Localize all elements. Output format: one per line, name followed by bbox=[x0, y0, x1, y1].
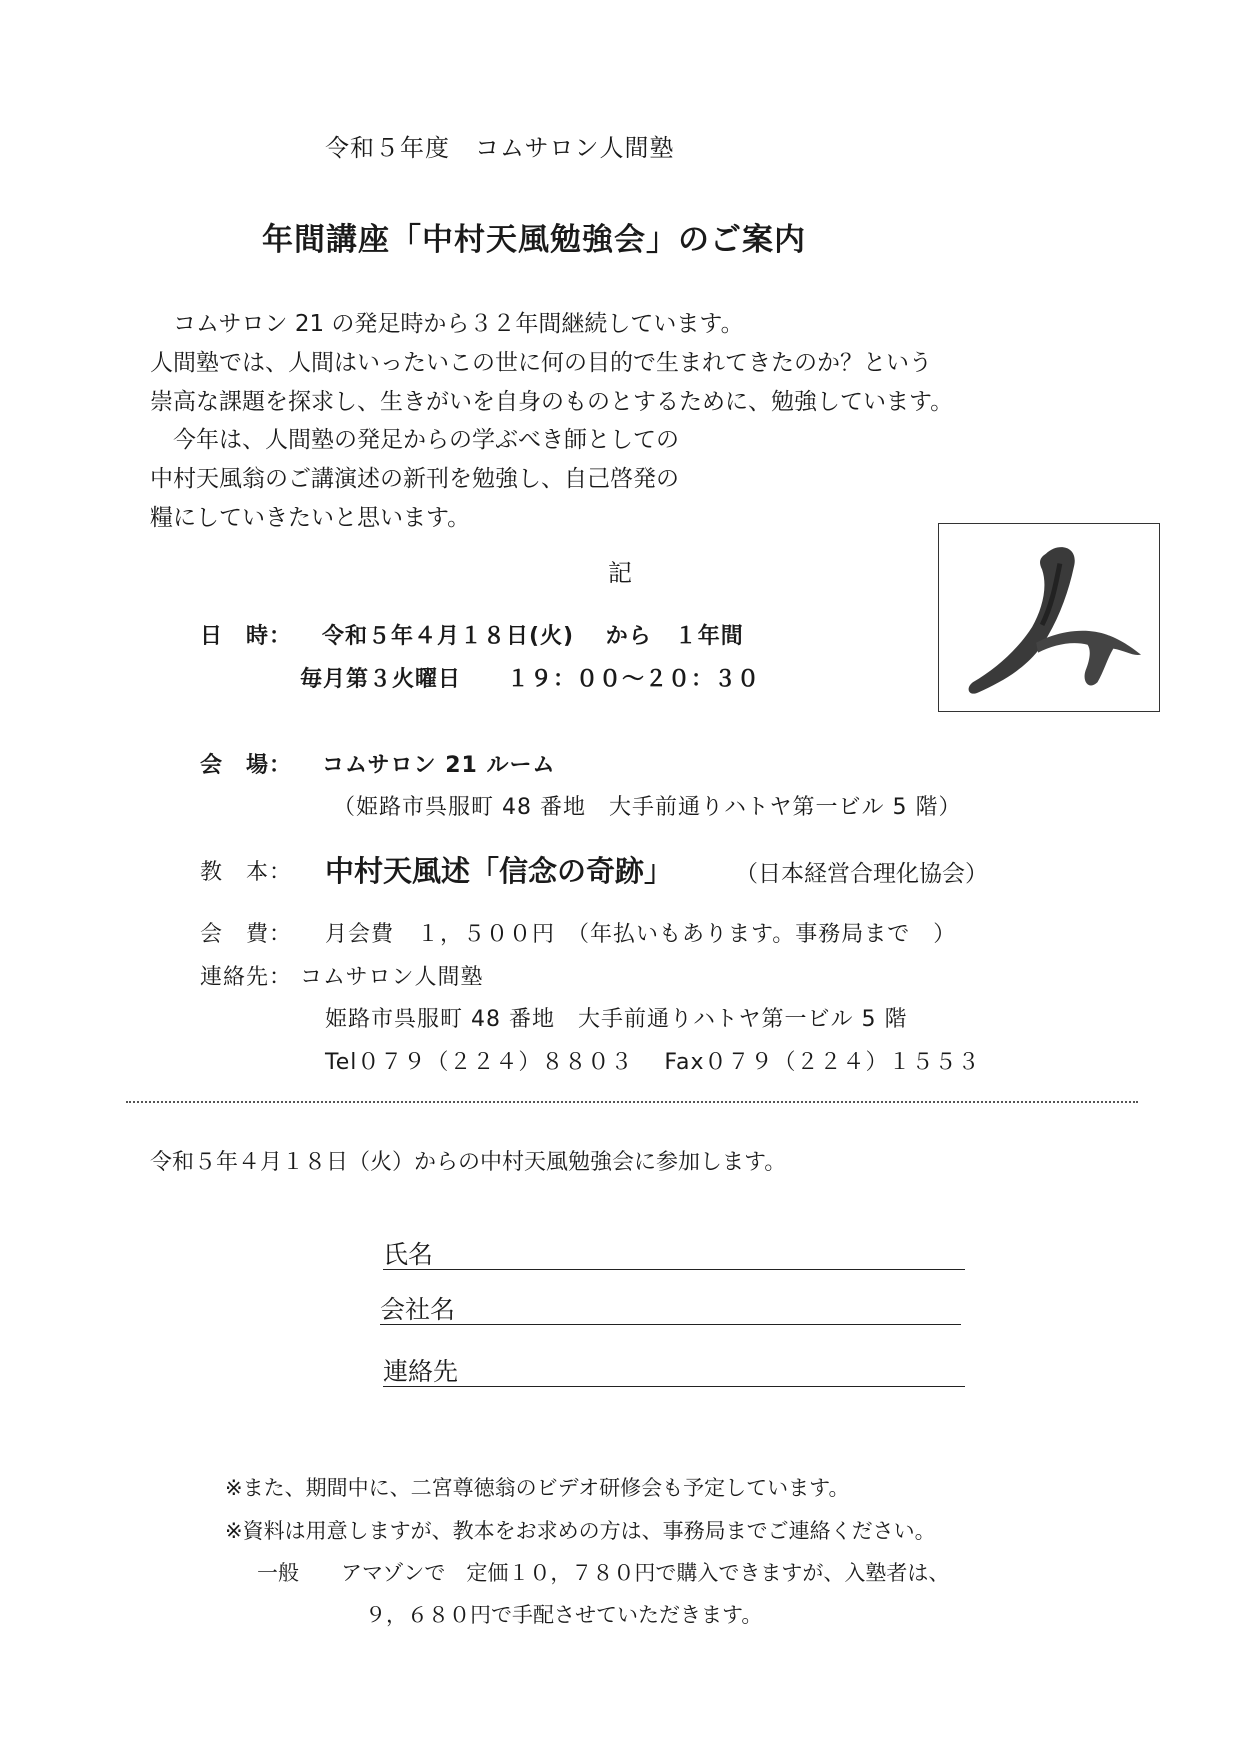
calligraphy-hito-image bbox=[939, 524, 1159, 711]
intro-line: 糧にしていきたいと思います。 bbox=[150, 504, 471, 531]
fee-value: 月会費 １，５００円 （年払いもあります。事務局まで ） bbox=[325, 922, 957, 947]
page-title: 年間講座「中村天風勉強会」のご案内 bbox=[262, 222, 806, 258]
note-line: ※また、期間中に、二宮尊徳翁のビデオ研修会も予定しています。 bbox=[225, 1476, 850, 1500]
contact-address: 姫路市呉服町 48 番地 大手前通りハトヤ第一ビル 5 階 bbox=[325, 1007, 908, 1032]
contact-label: 連絡先： bbox=[200, 965, 293, 990]
intro-line: 人間塾では、人間はいったいこの世に何の目的で生まれてきたのか？という bbox=[150, 349, 932, 376]
contact-phone: Tel０７９（２２４）８８０３ Fax０７９（２２４）１５５３ bbox=[325, 1050, 981, 1075]
intro-paragraph bbox=[150, 305, 953, 538]
datetime-value: 令和５年４月１８日(火) から １年間 bbox=[322, 624, 744, 649]
venue-name: コムサロン 21 ルーム bbox=[322, 753, 556, 778]
note-line: ９，６８０円で手配させていただきます。 bbox=[365, 1603, 763, 1627]
fee-label: 会 費： bbox=[200, 922, 293, 947]
contact-field-label: 連絡先 bbox=[383, 1357, 459, 1386]
cut-line bbox=[126, 1101, 1138, 1103]
contact-name: コムサロン人間塾 bbox=[300, 965, 484, 990]
intro-line: 今年は、人間塾の発足からの学ぶべき師としての bbox=[150, 427, 679, 454]
intro-line: 中村天風翁のご講演述の新刊を勉強し、自己啓発の bbox=[150, 466, 679, 493]
note-line: 一般 アマゾンで 定価１０，７８０円で購入できますが、入塾者は、 bbox=[257, 1561, 950, 1585]
venue-label: 会 場： bbox=[200, 753, 293, 778]
header-line: 令和５年度 コムサロン人間塾 bbox=[325, 134, 675, 162]
textbook-title: 中村天風述「信念の奇跡」 bbox=[325, 854, 674, 888]
textbook-publisher: （日本経営合理化協会） bbox=[735, 861, 988, 887]
company-field-label: 会社名 bbox=[380, 1295, 456, 1324]
participation-statement: 令和５年４月１８日（火）からの中村天風勉強会に参加します。 bbox=[150, 1150, 787, 1175]
intro-line: 崇高な課題を探求し、生きがいを自身のものとするために、勉強しています。 bbox=[150, 388, 954, 415]
textbook-label: 教 本： bbox=[200, 860, 293, 885]
datetime-schedule: 毎月第３火曜日 １９：００～２０：３０ bbox=[300, 667, 761, 692]
ki-marker: 記 bbox=[608, 559, 632, 587]
datetime-label: 日 時： bbox=[200, 624, 293, 649]
intro-line: コムサロン 21 の発足時から３２年間継続しています。 bbox=[150, 311, 744, 337]
note-line: ※資料は用意しますが、教本をお求めの方は、事務局までご連絡ください。 bbox=[225, 1519, 936, 1543]
contact-field[interactable] bbox=[383, 1352, 965, 1387]
calligraphy-box bbox=[938, 523, 1160, 712]
venue-address: （姫路市呉服町 48 番地 大手前通りハトヤ第一ビル 5 階） bbox=[333, 795, 962, 820]
name-field-label: 氏名 bbox=[383, 1240, 434, 1269]
company-field[interactable] bbox=[380, 1290, 961, 1325]
name-field[interactable] bbox=[383, 1235, 965, 1270]
